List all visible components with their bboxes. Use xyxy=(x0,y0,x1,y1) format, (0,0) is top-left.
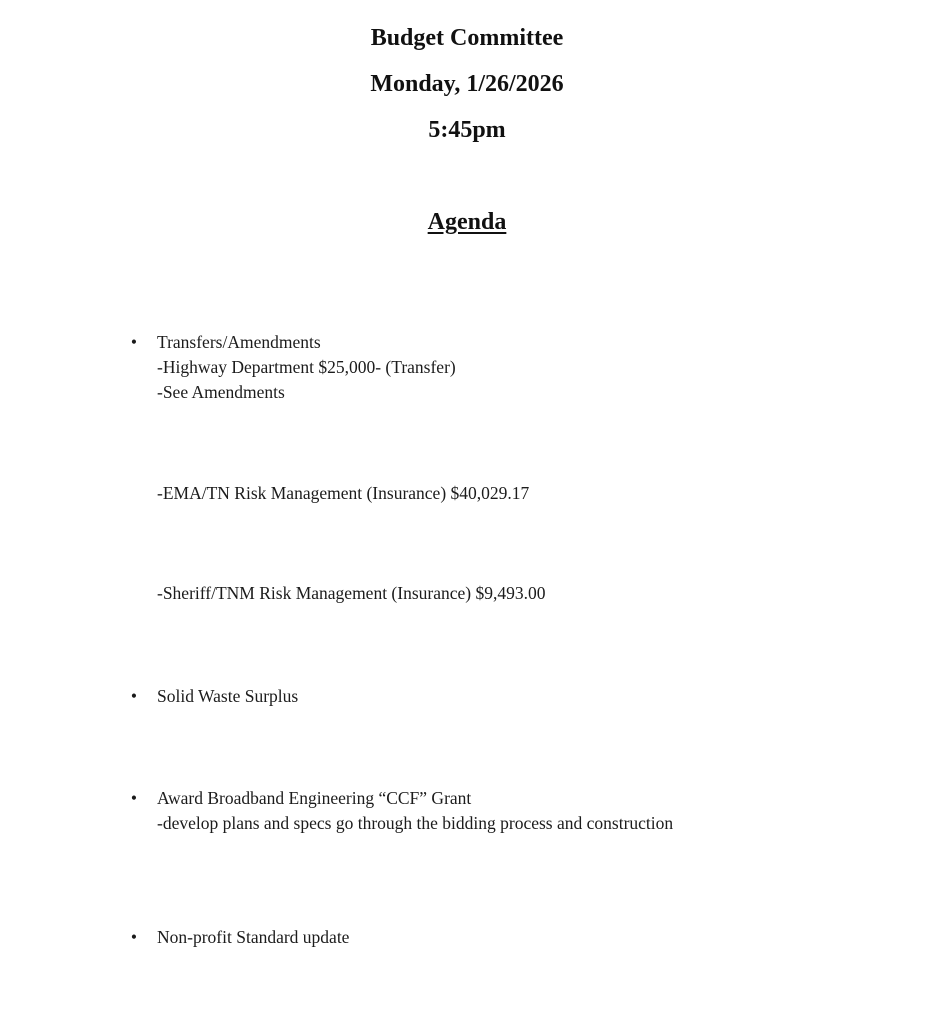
agenda-heading: Agenda xyxy=(427,209,507,235)
agenda-item-broadband: Award Broadband Engineering “CCF” Grant xyxy=(157,788,472,808)
meeting-time: 5:45pm xyxy=(428,117,506,143)
agenda-subitem-broadband-plans: -develop plans and specs go through the bidding process and construction xyxy=(157,813,674,833)
agenda-subitem-sheriff: -Sheriff/TNM Risk Management (Insurance) $9,493.00 xyxy=(157,583,546,603)
agenda-subitem-highway: -Highway Department $25,000- (Transfer) xyxy=(157,357,456,377)
meeting-date: Monday, 1/26/2026 xyxy=(370,71,564,97)
bullet-marker: • xyxy=(130,927,138,947)
bullet-marker: • xyxy=(130,686,138,706)
agenda-item-nonprofit: Non-profit Standard update xyxy=(157,927,350,947)
committee-title: Budget Committee xyxy=(370,25,564,51)
agenda-subitem-ema: -EMA/TN Risk Management (Insurance) $40,029.17 xyxy=(157,483,530,503)
agenda-item-solid-waste: Solid Waste Surplus xyxy=(157,686,299,706)
agenda-item-transfers: Transfers/Amendments xyxy=(157,332,321,352)
bullet-marker: • xyxy=(130,788,138,808)
agenda-subitem-see-amendments: -See Amendments xyxy=(157,382,285,402)
bullet-marker: • xyxy=(130,332,138,352)
